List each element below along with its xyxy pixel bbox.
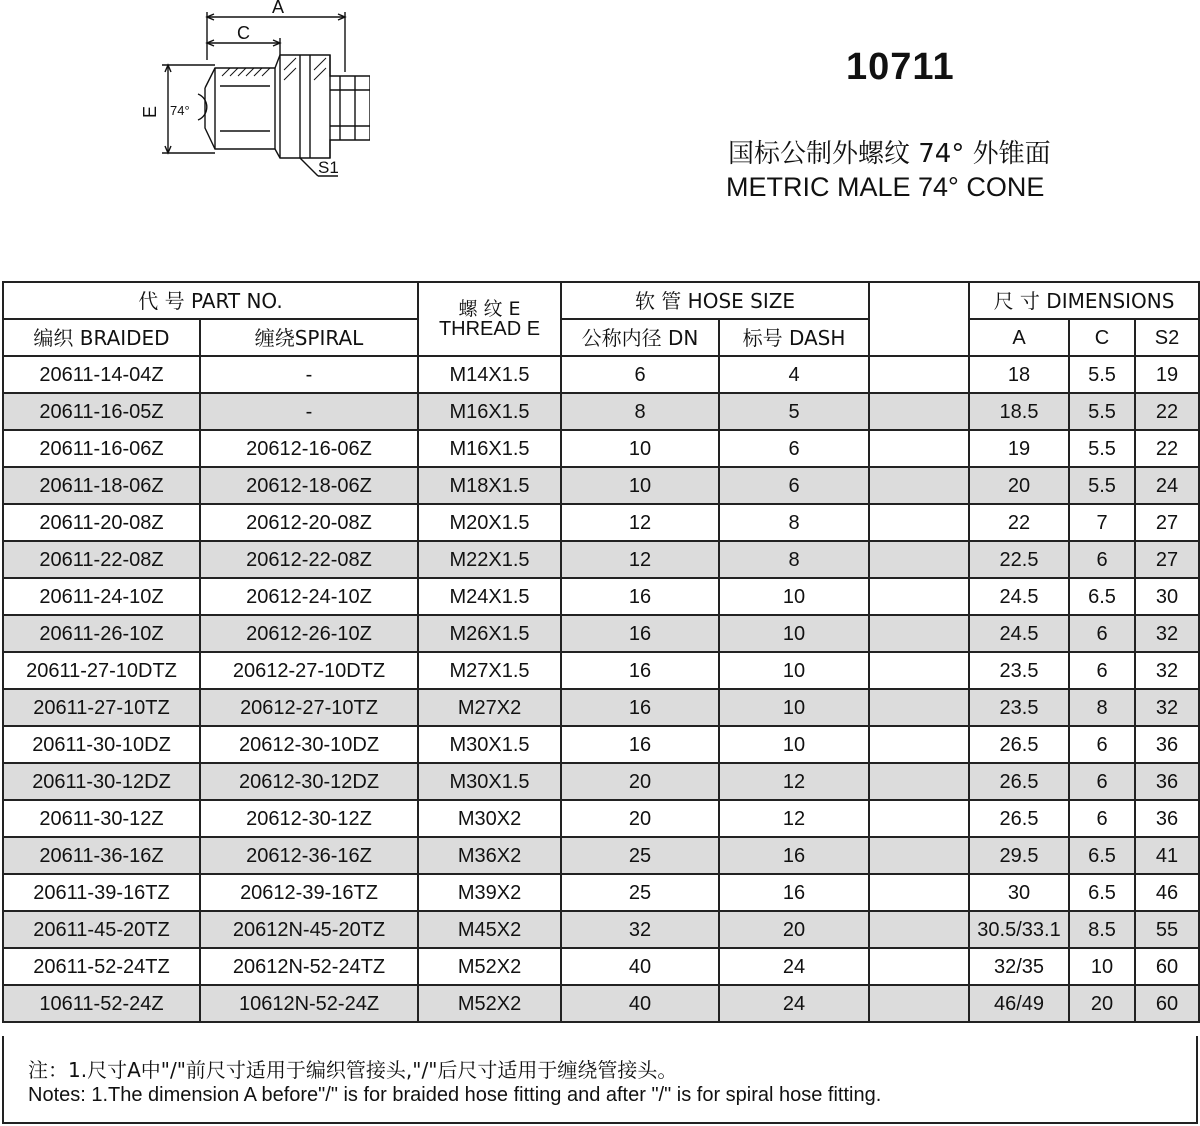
cell-s2: 55 [1135,911,1199,948]
cell-braided: 20611-30-12DZ [3,763,200,800]
header-dn: 公称内径 DN [561,319,719,356]
cell-braided: 20611-39-16TZ [3,874,200,911]
dim-a-label: A [272,0,285,17]
cell-spiral: - [200,393,418,430]
cell-a: 24.5 [969,578,1069,615]
cell-thread: M22X1.5 [418,541,561,578]
cell-c: 6 [1069,726,1135,763]
cell-blank [869,541,969,578]
cell-dash: 10 [719,726,869,763]
cell-braided: 20611-27-10DTZ [3,652,200,689]
cell-a: 30 [969,874,1069,911]
cell-dash: 5 [719,393,869,430]
header-blank [869,282,969,356]
cell-dn: 8 [561,393,719,430]
header-thread-cn: 螺 纹 E [458,298,521,320]
cell-a: 32/35 [969,948,1069,985]
cell-blank [869,615,969,652]
table-row [3,689,1199,726]
cell-dash: 24 [719,985,869,1022]
cell-spiral: 20612-27-10DTZ [200,652,418,689]
cell-dn: 16 [561,689,719,726]
cell-c: 5.5 [1069,467,1135,504]
cell-c: 7 [1069,504,1135,541]
cell-a: 26.5 [969,726,1069,763]
cell-s2: 46 [1135,874,1199,911]
cell-spiral: 20612-39-16TZ [200,874,418,911]
cell-s2: 32 [1135,652,1199,689]
spec-table [2,281,1200,1023]
cell-a: 29.5 [969,837,1069,874]
table-row [3,763,1199,800]
cell-s2: 36 [1135,763,1199,800]
cell-spiral: 20612-30-12DZ [200,763,418,800]
table-row [3,948,1199,985]
cell-dash: 10 [719,652,869,689]
cell-a: 24.5 [969,615,1069,652]
cell-s2: 60 [1135,985,1199,1022]
table-row [3,615,1199,652]
cell-dash: 16 [719,837,869,874]
dim-s1-label: S1 [318,158,339,177]
cell-thread: M39X2 [418,874,561,911]
cell-blank [869,948,969,985]
fitting-drawing [130,0,370,190]
table-row [3,874,1199,911]
cell-dash: 4 [719,356,869,393]
cell-a: 18 [969,356,1069,393]
cell-s2: 27 [1135,541,1199,578]
cell-dn: 25 [561,874,719,911]
cell-dn: 20 [561,800,719,837]
header-hose-size: 软 管 HOSE SIZE [561,282,869,319]
cell-spiral: 10612N-52-24Z [200,985,418,1022]
cell-dn: 20 [561,763,719,800]
cell-c: 20 [1069,985,1135,1022]
cell-thread: M20X1.5 [418,504,561,541]
cell-blank [869,800,969,837]
cell-dash: 16 [719,874,869,911]
cell-blank [869,393,969,430]
cell-dn: 10 [561,430,719,467]
cell-spiral: 20612-36-16Z [200,837,418,874]
table-row [3,578,1199,615]
model-number: 10711 [846,46,955,88]
cell-dash: 8 [719,504,869,541]
cell-braided: 20611-16-05Z [3,393,200,430]
cell-a: 26.5 [969,763,1069,800]
cell-braided: 20611-30-10DZ [3,726,200,763]
cell-blank [869,356,969,393]
cell-spiral: 20612-22-08Z [200,541,418,578]
cell-thread: M36X2 [418,837,561,874]
cell-thread: M52X2 [418,948,561,985]
cell-spiral: 20612-18-06Z [200,467,418,504]
cell-a: 46/49 [969,985,1069,1022]
cell-thread: M30X2 [418,800,561,837]
cell-dash: 10 [719,578,869,615]
note-chinese: 注：1.尺寸A中"/"前尺寸适用于编织管接头,"/"后尺寸适用于缠绕管接头。 [28,1058,678,1082]
cell-braided: 20611-52-24TZ [3,948,200,985]
cell-s2: 32 [1135,689,1199,726]
spec-table-body [3,356,1199,1022]
cell-s2: 36 [1135,726,1199,763]
cell-braided: 20611-26-10Z [3,615,200,652]
header-dimensions: 尺 寸 DIMENSIONS [969,282,1199,319]
cell-c: 8.5 [1069,911,1135,948]
cell-thread: M27X2 [418,689,561,726]
cell-dash: 10 [719,689,869,726]
cell-braided: 20611-14-04Z [3,356,200,393]
table-row [3,911,1199,948]
table-row [3,504,1199,541]
cell-c: 5.5 [1069,356,1135,393]
cell-braided: 20611-24-10Z [3,578,200,615]
header-dash: 标号 DASH [719,319,869,356]
cell-s2: 32 [1135,615,1199,652]
header-c: C [1069,319,1135,356]
cell-braided: 20611-45-20TZ [3,911,200,948]
cell-c: 6 [1069,800,1135,837]
cell-dn: 32 [561,911,719,948]
cell-thread: M52X2 [418,985,561,1022]
cell-c: 6.5 [1069,578,1135,615]
cell-c: 6 [1069,615,1135,652]
cell-spiral: 20612N-45-20TZ [200,911,418,948]
cell-dn: 16 [561,578,719,615]
cell-a: 18.5 [969,393,1069,430]
table-row [3,837,1199,874]
table-row [3,467,1199,504]
cell-spiral: 20612-26-10Z [200,615,418,652]
header-spiral: 缠绕SPIRAL [200,319,418,356]
header-thread-en: THREAD E [438,318,541,340]
cell-dn: 16 [561,652,719,689]
cell-a: 23.5 [969,652,1069,689]
table-row [3,985,1199,1022]
cell-s2: 30 [1135,578,1199,615]
cell-thread: M27X1.5 [418,652,561,689]
cell-thread: M30X1.5 [418,726,561,763]
header-s2: S2 [1135,319,1199,356]
cell-blank [869,467,969,504]
cell-a: 23.5 [969,689,1069,726]
cell-a: 20 [969,467,1069,504]
cell-dash: 8 [719,541,869,578]
cell-spiral: 20612-16-06Z [200,430,418,467]
cell-a: 30.5/33.1 [969,911,1069,948]
cell-blank [869,874,969,911]
cell-blank [869,763,969,800]
cell-spiral: 20612-20-08Z [200,504,418,541]
cell-dash: 12 [719,763,869,800]
cell-thread: M24X1.5 [418,578,561,615]
cell-thread: M30X1.5 [418,763,561,800]
cell-thread: M16X1.5 [418,393,561,430]
cell-blank [869,911,969,948]
table-row [3,356,1199,393]
cell-braided: 20611-18-06Z [3,467,200,504]
cell-a: 22.5 [969,541,1069,578]
cell-dn: 12 [561,541,719,578]
cell-c: 6.5 [1069,837,1135,874]
cell-s2: 22 [1135,393,1199,430]
table-row [3,726,1199,763]
title-chinese: 国标公制外螺纹 74° 外锥面 [728,139,1051,169]
cell-blank [869,726,969,763]
cell-spiral: - [200,356,418,393]
note-english: Notes: 1.The dimension A before"/" is for braided hose fitting and after "/" is for spiral hose fitting. [28,1084,882,1106]
cell-blank [869,578,969,615]
cell-braided: 20611-30-12Z [3,800,200,837]
cell-s2: 41 [1135,837,1199,874]
cell-blank [869,985,969,1022]
cell-braided: 10611-52-24Z [3,985,200,1022]
table-row [3,393,1199,430]
cell-dn: 12 [561,504,719,541]
cell-s2: 22 [1135,430,1199,467]
dim-c-label: C [237,23,250,43]
cell-a: 22 [969,504,1069,541]
cell-dn: 16 [561,615,719,652]
cell-s2: 60 [1135,948,1199,985]
cell-thread: M16X1.5 [418,430,561,467]
header-part-no: 代 号 PART NO. [3,282,418,319]
cell-braided: 20611-20-08Z [3,504,200,541]
cell-c: 5.5 [1069,430,1135,467]
cell-dn: 10 [561,467,719,504]
cell-dash: 12 [719,800,869,837]
table-row [3,430,1199,467]
cell-spiral: 20612-27-10TZ [200,689,418,726]
cell-a: 19 [969,430,1069,467]
cell-thread: M26X1.5 [418,615,561,652]
cell-dash: 24 [719,948,869,985]
cell-blank [869,837,969,874]
cell-c: 6 [1069,652,1135,689]
header-braided: 编织 BRAIDED [3,319,200,356]
cell-s2: 19 [1135,356,1199,393]
cell-c: 8 [1069,689,1135,726]
cell-thread: M14X1.5 [418,356,561,393]
cell-thread: M18X1.5 [418,467,561,504]
header-a: A [969,319,1069,356]
cell-dn: 25 [561,837,719,874]
cell-s2: 36 [1135,800,1199,837]
cell-blank [869,652,969,689]
table-row [3,800,1199,837]
cell-dn: 40 [561,985,719,1022]
cell-spiral: 20612-24-10Z [200,578,418,615]
cell-c: 10 [1069,948,1135,985]
cell-dn: 16 [561,726,719,763]
cell-thread: M45X2 [418,911,561,948]
cell-c: 6 [1069,541,1135,578]
cell-blank [869,430,969,467]
cell-braided: 20611-16-06Z [3,430,200,467]
cell-s2: 27 [1135,504,1199,541]
cell-dash: 10 [719,615,869,652]
cell-dn: 6 [561,356,719,393]
cell-braided: 20611-36-16Z [3,837,200,874]
cell-c: 5.5 [1069,393,1135,430]
cell-dash: 20 [719,911,869,948]
notes-box [2,1036,1198,1124]
cell-dash: 6 [719,430,869,467]
table-row [3,541,1199,578]
cell-a: 26.5 [969,800,1069,837]
cell-spiral: 20612-30-10DZ [200,726,418,763]
dim-e-label: E [140,105,160,118]
cell-braided: 20611-27-10TZ [3,689,200,726]
table-row [3,652,1199,689]
cell-c: 6 [1069,763,1135,800]
cell-s2: 24 [1135,467,1199,504]
cell-spiral: 20612N-52-24TZ [200,948,418,985]
angle-label: 74° [170,103,190,118]
header-thread [418,282,561,356]
cell-dash: 6 [719,467,869,504]
cell-braided: 20611-22-08Z [3,541,200,578]
cell-c: 6.5 [1069,874,1135,911]
title-english: METRIC MALE 74° CONE [726,172,1045,202]
cell-blank [869,689,969,726]
cell-spiral: 20612-30-12Z [200,800,418,837]
cell-dn: 40 [561,948,719,985]
cell-blank [869,504,969,541]
